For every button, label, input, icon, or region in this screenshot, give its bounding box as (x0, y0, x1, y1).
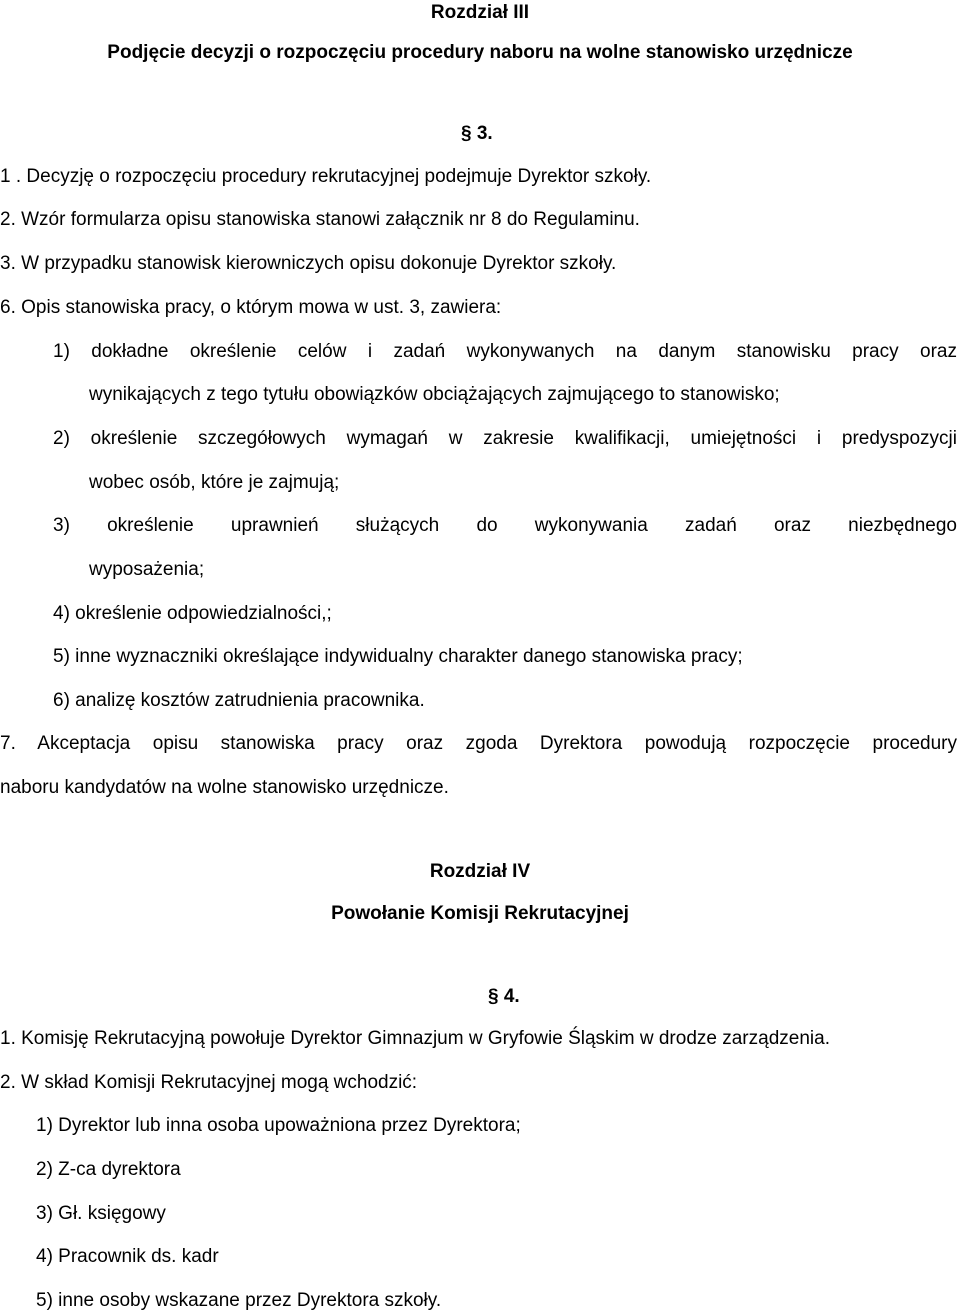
list-item-4-2-2: 2) Z-ca dyrektora (36, 1159, 181, 1180)
chapter-4-title: Powołanie Komisji Rekrutacyjnej (331, 903, 629, 924)
list-item-3-6-5: 5) inne wyznaczniki określające indywidualny charakter danego stanowiska pracy; (53, 646, 743, 667)
list-item-4-2-5: 5) inne osoby wskazane przez Dyrektora szkoły. (36, 1290, 442, 1311)
section-4-heading: § 4. (488, 986, 520, 1007)
paragraph-4-2: 2. W skład Komisji Rekrutacyjnej mogą wchodzić: (0, 1072, 418, 1093)
chapter-4-heading: Rozdział IV (429, 861, 531, 882)
paragraph-3-3: 3. W przypadku stanowisk kierowniczych opisu dokonuje Dyrektor szkoły. (0, 253, 617, 274)
list-item-3-6-6: 6) analizę kosztów zatrudnienia pracownika. (53, 690, 425, 711)
list-item-3-6-3-line1: 3) określenie uprawnień służących do wykonywania zadań oraz niezbędnego (53, 515, 957, 536)
list-item-3-6-3-line2: wyposażenia; (89, 559, 205, 580)
paragraph-3-7-line1: 7. Akceptacja opisu stanowiska pracy oraz zgoda Dyrektora powodują rozpoczęcie procedury (0, 733, 957, 754)
section-3-heading: § 3. (461, 123, 493, 144)
chapter-3-title: Podjęcie decyzji o rozpoczęciu procedury naboru na wolne stanowisko urzędnicze (107, 42, 853, 63)
paragraph-3-6: 6. Opis stanowiska pracy, o którym mowa w ust. 3, zawiera: (0, 297, 502, 318)
list-item-3-6-1-line2: wynikających z tego tytułu obowiązków obciążających zajmującego to stanowisko; (89, 384, 780, 405)
chapter-3-heading: Rozdział III (430, 2, 530, 23)
list-item-4-2-3: 3) Gł. księgowy (36, 1203, 166, 1224)
list-item-3-6-4: 4) określenie odpowiedzialności,; (53, 603, 332, 624)
list-item-3-6-2-line1: 2) określenie szczegółowych wymagań w zakresie kwalifikacji, umiejętności i predyspozycji (53, 428, 957, 449)
list-item-3-6-2-line2: wobec osób, które je zajmują; (89, 472, 340, 493)
paragraph-4-1: 1. Komisję Rekrutacyjną powołuje Dyrektor Gimnazjum w Gryfowie Śląskim w drodze zarządzenia. (0, 1028, 830, 1049)
paragraph-3-1: 1 . Decyzję o rozpoczęciu procedury rekrutacyjnej podejmuje Dyrektor szkoły. (0, 166, 652, 187)
paragraph-3-2: 2. Wzór formularza opisu stanowiska stanowi załącznik nr 8 do Regulaminu. (0, 209, 640, 230)
paragraph-3-7-line2: naboru kandydatów na wolne stanowisko urzędnicze. (0, 777, 449, 798)
list-item-4-2-4: 4) Pracownik ds. kadr (36, 1246, 219, 1267)
list-item-4-2-1: 1) Dyrektor lub inna osoba upoważniona przez Dyrektora; (36, 1115, 521, 1136)
list-item-3-6-1-line1: 1) dokładne określenie celów i zadań wykonywanych na danym stanowisku pracy oraz (53, 341, 957, 362)
